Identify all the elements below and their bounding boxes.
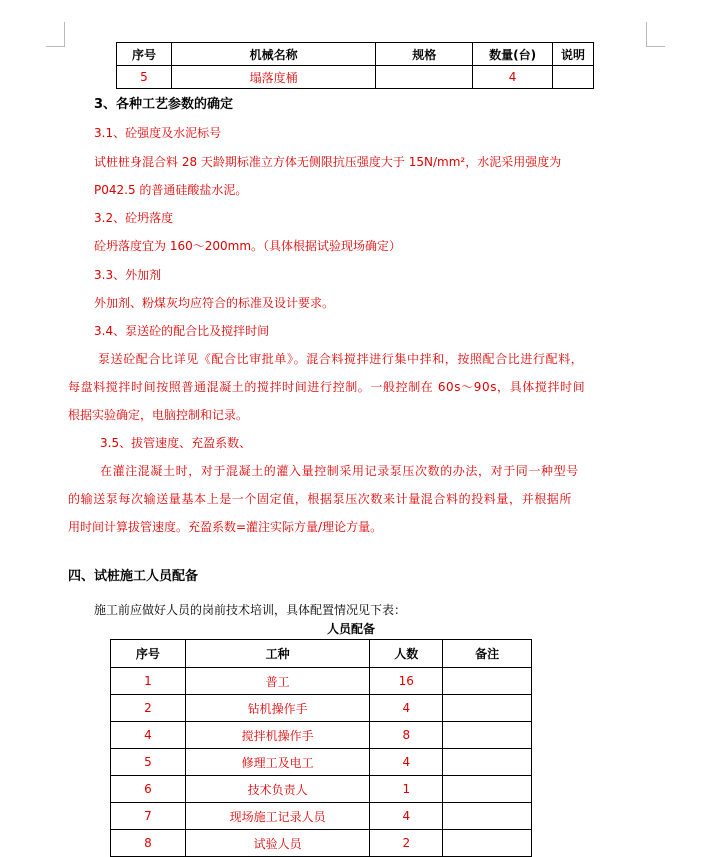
header-cell: 数量(台) (473, 43, 553, 66)
table-cell: 4 (370, 803, 443, 830)
paragraph-line: 在灌注混凝土时，对于混凝土的灌入量控制采用记录泵压次数的办法，对于同一种型号 (100, 464, 579, 478)
table-header-row (111, 640, 532, 668)
table-cell: 7 (111, 803, 186, 830)
table-cell: 4 (473, 66, 553, 89)
paragraph-line: 每盘料搅拌时间按照普通混凝土的搅拌时间进行控制。一般控制在 60s～90s，具体搅拌时间 (68, 380, 586, 394)
paragraph-line: 用时间计算拔管速度。充盈系数=灌注实际方量/理论方量。 (68, 520, 383, 534)
table-title: 人员配备 (327, 622, 376, 636)
table-row (111, 776, 532, 803)
section-3-title: 3、各种工艺参数的确定 (94, 97, 234, 112)
table-cell: 技术负责人 (185, 776, 370, 803)
table-cell: 现场施工记录人员 (185, 803, 370, 830)
paragraph-line: 砼坍落度宜为 160～200mm。（具体根据试验现场确定） (94, 239, 402, 253)
table-cell: 塌落度桶 (171, 66, 376, 89)
subsection-3-3-title: 3.3、外加剂 (94, 268, 162, 282)
table-cell: 4 (370, 695, 443, 722)
table-cell (443, 803, 532, 830)
page-corner-mark-right (646, 22, 665, 47)
table-row (111, 722, 532, 749)
table-cell: 8 (370, 722, 443, 749)
table-cell: 16 (370, 668, 443, 695)
table-cell: 1 (370, 776, 443, 803)
subsection-3-5-title: 3.5、拔管速度、充盈系数、 (100, 436, 252, 450)
table-cell (553, 66, 594, 89)
header-cell: 人数 (370, 640, 443, 668)
table-cell (443, 749, 532, 776)
header-cell: 序号 (117, 43, 172, 66)
paragraph-line: 外加剂、粉煤灰均应符合的标准及设计要求。 (94, 296, 335, 310)
header-cell: 备注 (443, 640, 532, 668)
table-cell (443, 722, 532, 749)
paragraph-line: 泵送砼配合比详见《配合比审批单》。混合料搅拌进行集中拌和，按照配合比进行配料， (98, 352, 584, 366)
paragraph-line: P042.5 的普通硅酸盐水泥。 (94, 183, 248, 197)
paragraph-line: 的输送泵每次输送量基本上是一个固定值，根据泵压次数来计量混合料的投料量，并根据所 (68, 492, 573, 506)
header-cell: 工种 (185, 640, 370, 668)
header-cell: 说明 (553, 43, 594, 66)
subsection-3-2-title: 3.2、砼坍落度 (94, 211, 174, 225)
table-row (111, 830, 532, 857)
table-cell: 1 (111, 668, 186, 695)
table-cell (443, 695, 532, 722)
section-4-title: 四、试桩施工人员配备 (68, 569, 199, 584)
paragraph-line: 根据实验确定，电脑控制和记录。 (68, 408, 249, 422)
table-row (117, 66, 594, 89)
table-cell: 6 (111, 776, 186, 803)
table-row (111, 749, 532, 776)
table-cell: 普工 (185, 668, 370, 695)
header-cell: 规格 (376, 43, 473, 66)
table-row (111, 668, 532, 695)
table-cell: 4 (111, 722, 186, 749)
staff-table (110, 639, 532, 857)
subsection-3-4-title: 3.4、泵送砼的配合比及搅拌时间 (94, 324, 270, 338)
table-cell: 5 (117, 66, 172, 89)
table-cell (443, 668, 532, 695)
table-header-row (117, 43, 594, 66)
subsection-3-1-title: 3.1、砼强度及水泥标号 (94, 126, 222, 140)
paragraph-line: 试桩桩身混合料 28 天龄期标准立方体无侧限抗压强度大于 15N/mm²，水泥采用强度为 (94, 155, 562, 169)
equipment-table (116, 42, 594, 89)
table-row (111, 695, 532, 722)
section-4-intro: 施工前应做好人员的岗前技术培训，具体配置情况见下表： (94, 603, 407, 617)
table-row (111, 803, 532, 830)
table-cell: 2 (111, 695, 186, 722)
table-cell: 搅拌机操作手 (185, 722, 370, 749)
table-cell: 钻机操作手 (185, 695, 370, 722)
header-cell: 机械名称 (171, 43, 376, 66)
table-cell: 8 (111, 830, 186, 857)
table-cell (443, 830, 532, 857)
table-cell: 2 (370, 830, 443, 857)
table-cell: 4 (370, 749, 443, 776)
table-cell: 试验人员 (185, 830, 370, 857)
header-cell: 序号 (111, 640, 186, 668)
table-cell (443, 776, 532, 803)
table-cell: 5 (111, 749, 186, 776)
table-cell (376, 66, 473, 89)
table-cell: 修理工及电工 (185, 749, 370, 776)
page-corner-mark-left (46, 22, 65, 47)
